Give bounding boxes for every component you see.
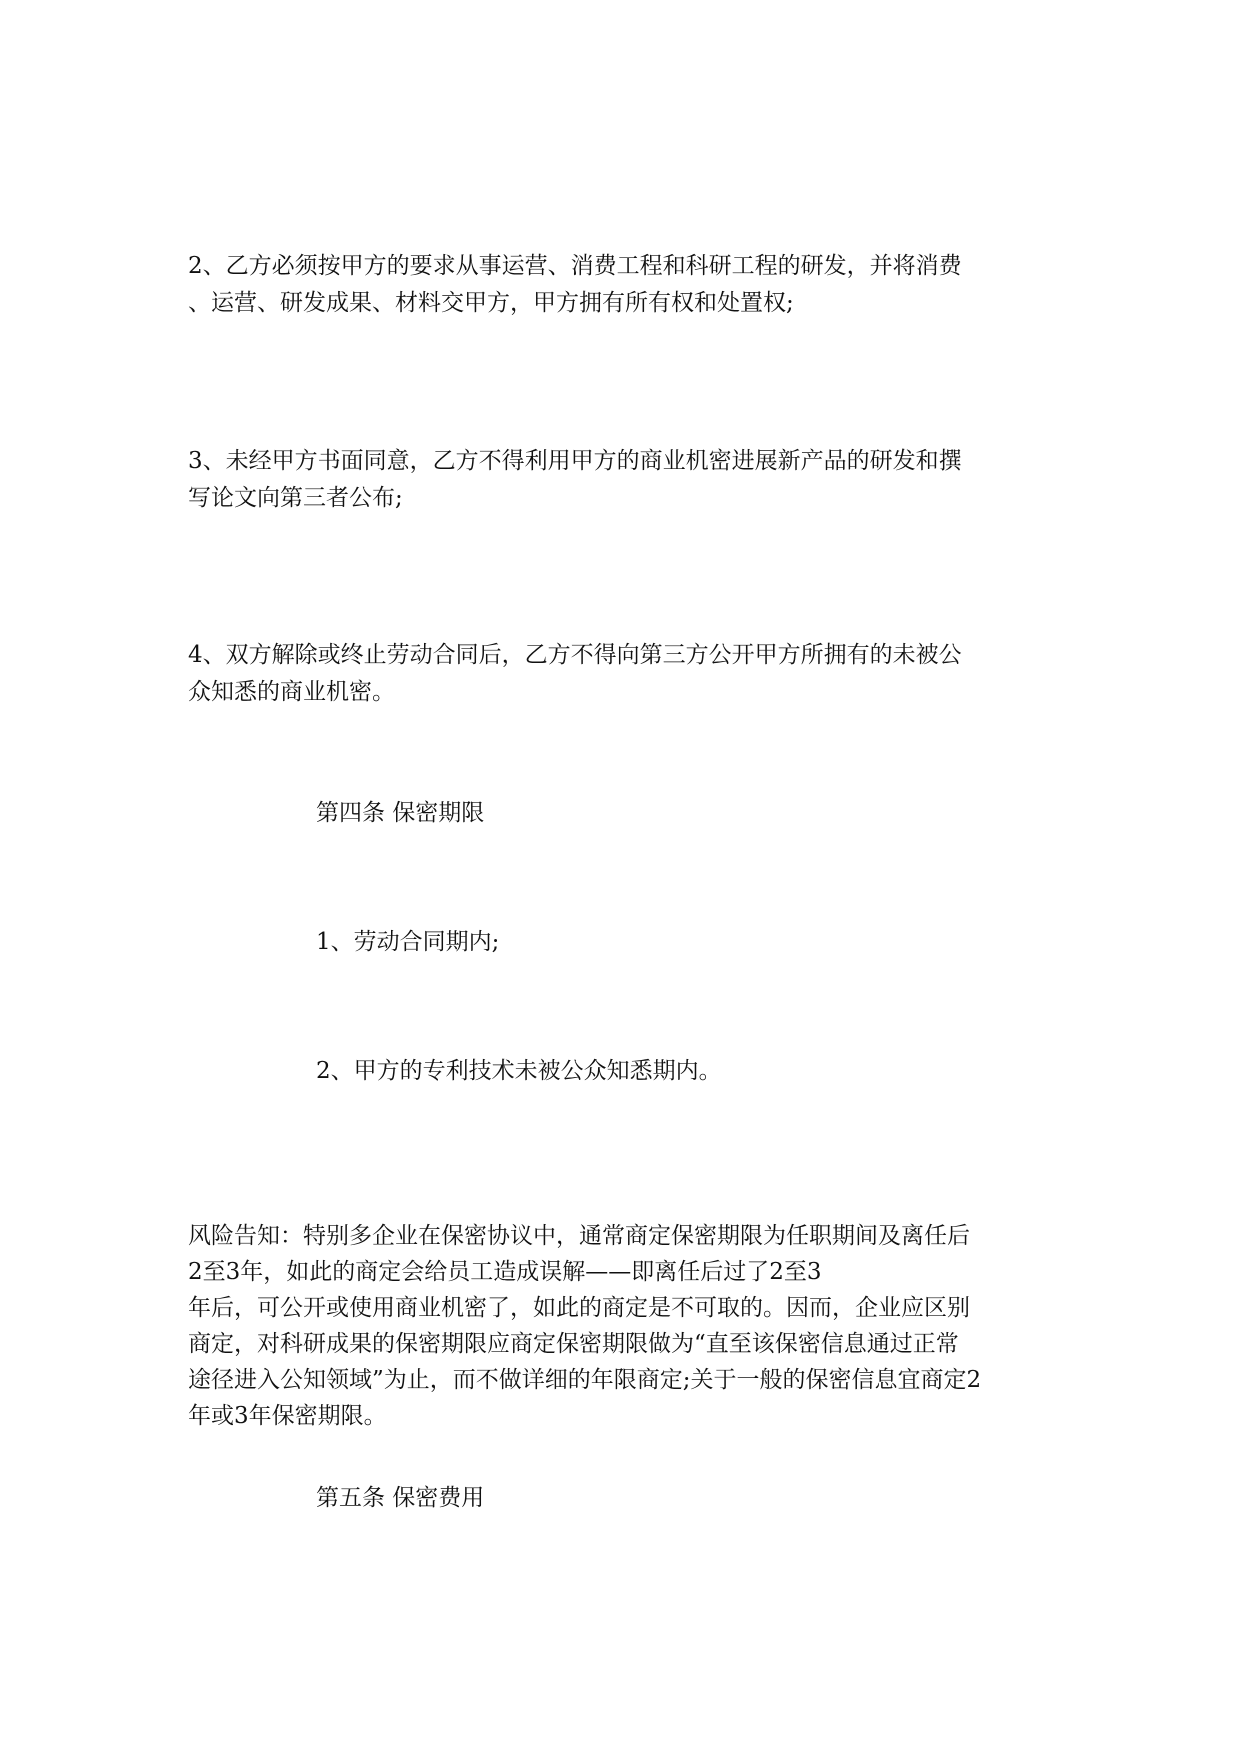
risk-notice-line-3: 年后，可公开或使用商业机密了，如此的商定是不可取的。因而，企业应区别 [188, 1295, 970, 1321]
article-4-item-2: 2、甲方的专利技术未被公众知悉期内。 [316, 1058, 722, 1084]
clause-2-line-2: 、运营、研发成果、材料交甲方，甲方拥有所有权和处置权; [188, 290, 794, 316]
risk-notice-line-4: 商定，对科研成果的保密期限应商定保密期限做为“直至该保密信息通过正常 [188, 1331, 959, 1357]
clause-4-line-2: 众知悉的商业机密。 [188, 679, 395, 705]
risk-notice-line-1: 风险告知：特别多企业在保密协议中，通常商定保密期限为任职期间及离任后 [188, 1223, 970, 1249]
risk-notice-line-2: 2至3年，如此的商定会给员工造成误解——即离任后过了2至3 [188, 1259, 822, 1285]
clause-2-line-1: 2、乙方必须按甲方的要求从事运营、消费工程和科研工程的研发，并将消费 [188, 253, 962, 279]
risk-notice-line-5: 途径进入公知领域”为止，而不做详细的年限商定;关于一般的保密信息宜商定2 [188, 1367, 982, 1393]
article-4-item-1: 1、劳动合同期内; [316, 929, 500, 955]
article-5-heading: 第五条 保密费用 [316, 1485, 485, 1511]
risk-notice-line-6: 年或3年保密期限。 [188, 1403, 387, 1429]
article-4-heading: 第四条 保密期限 [316, 800, 485, 826]
clause-3-line-1: 3、未经甲方书面同意，乙方不得利用甲方的商业机密进展新产品的研发和撰 [188, 448, 962, 474]
clause-3-line-2: 写论文向第三者公布; [188, 485, 403, 511]
clause-4-line-1: 4、双方解除或终止劳动合同后，乙方不得向第三方公开甲方所拥有的未被公 [188, 642, 962, 668]
